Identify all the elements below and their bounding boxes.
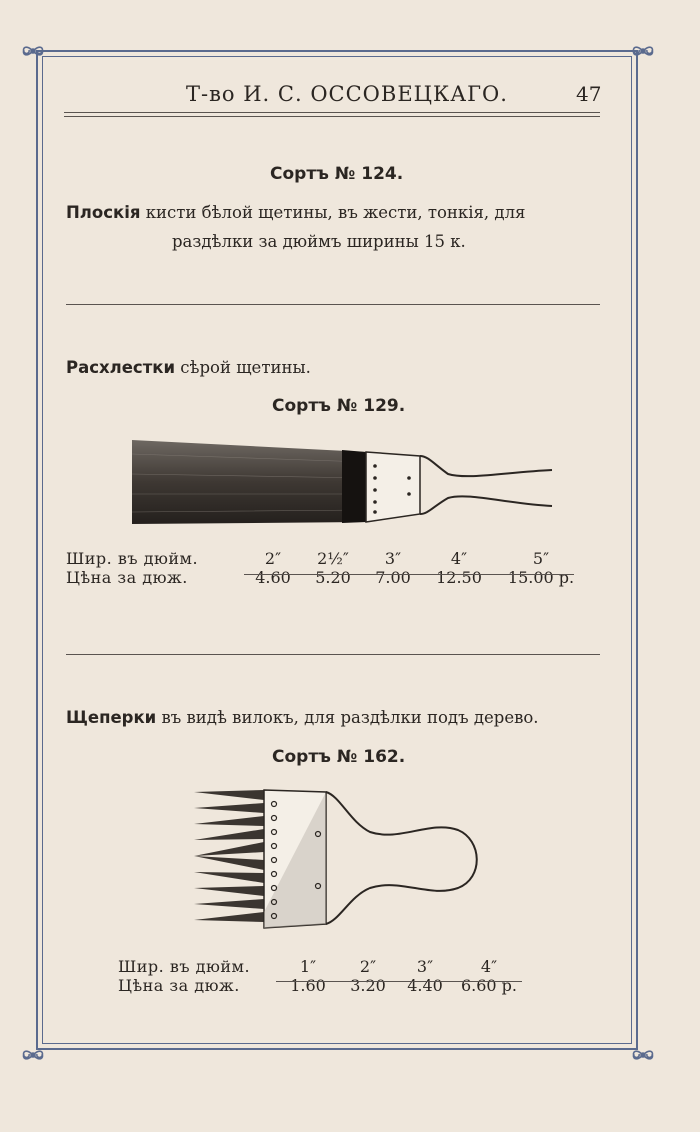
price-value: 1.60 xyxy=(290,976,326,995)
header-rule xyxy=(64,112,600,113)
section3-line xyxy=(66,708,539,727)
width-label: Шир. въ дюйм. xyxy=(66,549,199,568)
running-header-title: Т-во И. С. ОССОВЕЦКАГО. xyxy=(186,82,508,106)
width-row xyxy=(118,957,524,976)
width-value: 2″ xyxy=(264,549,282,568)
width-value: 4″ xyxy=(480,957,498,976)
section2-lead: Расхлестки xyxy=(66,358,176,377)
width-value: 2″ xyxy=(359,957,377,976)
price-value: 5.20 xyxy=(315,568,351,587)
sort-124-heading: Сортъ № 124. xyxy=(270,164,404,184)
width-value: 3″ xyxy=(384,549,402,568)
sort-129-heading: Сортъ № 129. xyxy=(272,396,406,416)
section3-text: въ видѣ вилокъ, для раздѣлки подъ дерево. xyxy=(161,708,539,727)
price-value: 4.40 xyxy=(407,976,443,995)
corner-ornament-icon xyxy=(628,1040,658,1070)
corner-ornament-icon xyxy=(628,36,658,66)
price-value: 12.50 xyxy=(436,568,482,587)
section1-text-line1: кисти бѣлой щетины, въ жести, тонкія, для xyxy=(145,203,526,222)
table-rule xyxy=(244,574,574,575)
price-table-129 xyxy=(66,549,586,587)
table-rule xyxy=(276,981,522,982)
price-value: 15.00 р. xyxy=(507,568,575,587)
width-value: 3″ xyxy=(416,957,434,976)
flat-brush-illustration-icon xyxy=(128,434,558,530)
section2-line xyxy=(66,358,311,377)
price-label: Цѣна за дюж. xyxy=(66,568,188,587)
price-table-162 xyxy=(118,957,524,995)
price-value: 6.60 р. xyxy=(460,976,518,995)
section1-text-line2: раздѣлки за дюймъ ширины 15 к. xyxy=(172,232,466,251)
sort-162-heading: Сортъ № 162. xyxy=(272,747,406,767)
width-row xyxy=(66,549,586,568)
section1-lead: Плоскія xyxy=(66,203,141,222)
section-divider xyxy=(66,654,600,655)
price-value: 4.60 xyxy=(255,568,291,587)
corner-ornament-icon xyxy=(18,1040,48,1070)
header-rule-2 xyxy=(64,116,600,117)
price-value: 3.20 xyxy=(350,976,386,995)
width-value: 2½″ xyxy=(317,549,349,568)
section1-line1 xyxy=(66,203,525,222)
section-divider xyxy=(66,304,600,305)
fork-brush-illustration-icon xyxy=(190,782,490,938)
price-value: 7.00 xyxy=(375,568,411,587)
price-row xyxy=(66,568,586,587)
section2-text: сѣрой щетины. xyxy=(180,358,311,377)
page-number: 47 xyxy=(576,82,602,106)
width-label: Шир. въ дюйм. xyxy=(118,957,251,976)
width-value: 1″ xyxy=(299,957,317,976)
corner-ornament-icon xyxy=(18,36,48,66)
section3-lead: Щеперки xyxy=(66,708,157,727)
width-value: 5″ xyxy=(532,549,550,568)
price-label: Цѣна за дюж. xyxy=(118,976,240,995)
price-row xyxy=(118,976,524,995)
width-value: 4″ xyxy=(450,549,468,568)
